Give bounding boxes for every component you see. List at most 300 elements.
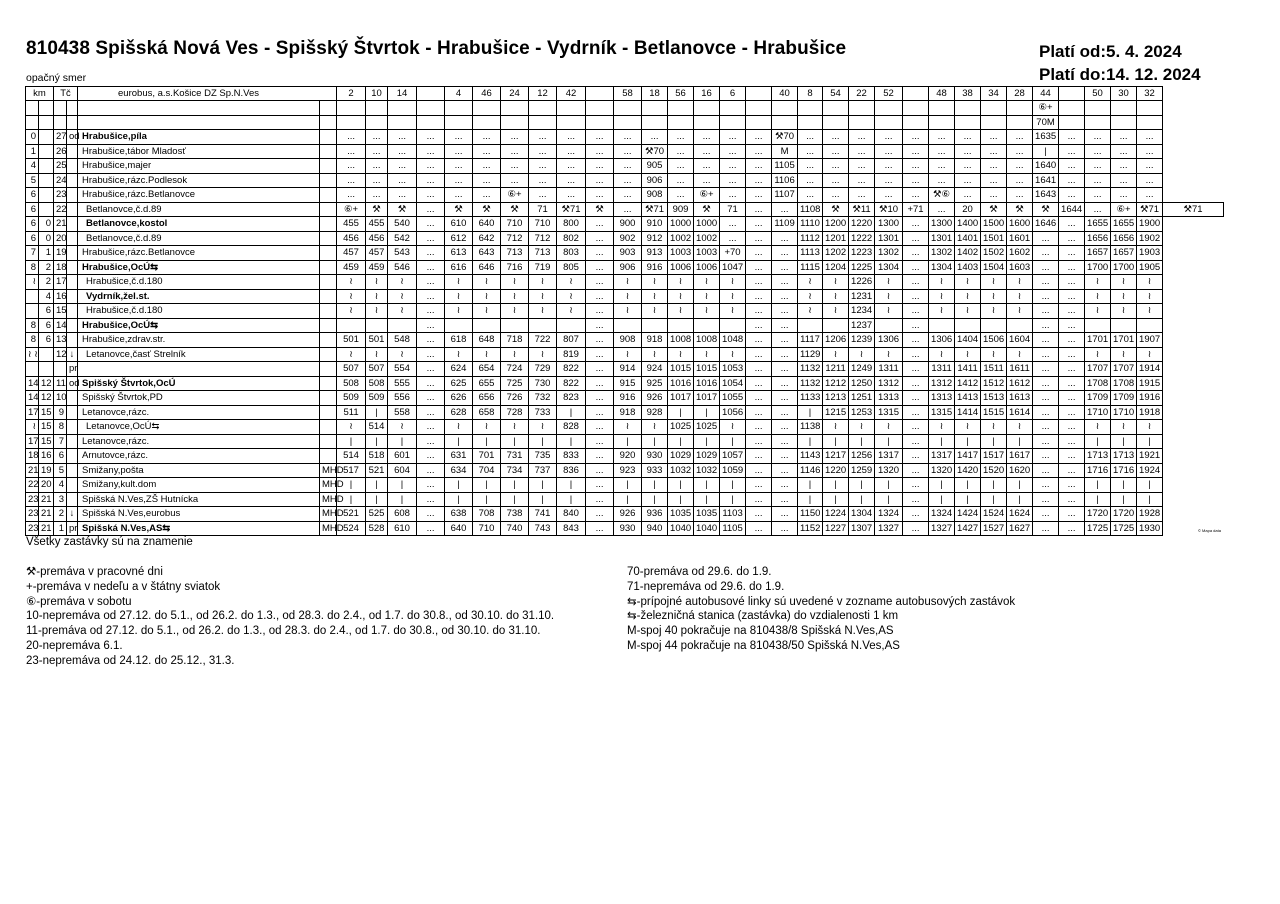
trip-number [1059, 87, 1085, 101]
time-cell: | [875, 492, 903, 507]
time-cell: ≀ [1007, 347, 1033, 362]
time-cell: ... [1059, 478, 1085, 493]
time-cell: ... [1059, 144, 1085, 159]
time-cell: 1324 [929, 507, 955, 522]
time-cell: ⚒71 [642, 202, 668, 217]
time-cell: 1504 [981, 260, 1007, 275]
stop-name: Spišský Štvrtok,OcÚ [78, 376, 320, 391]
time-cell: 741 [529, 507, 557, 522]
time-cell: 915 [614, 376, 642, 391]
mhd-cell [320, 333, 337, 348]
time-cell: 1231 [849, 289, 875, 304]
time-cell: 628 [445, 405, 473, 420]
time-cell: 1624 [1007, 507, 1033, 522]
km-cell: 21 [39, 521, 54, 536]
time-cell: 555 [388, 376, 417, 391]
time-cell: ... [694, 144, 720, 159]
time-cell: ≀ [929, 304, 955, 319]
time-cell: 1707 [1111, 362, 1137, 377]
time-cell: ... [586, 188, 614, 203]
time-cell: ... [746, 463, 772, 478]
mhd-cell: MHD [320, 507, 337, 522]
tc-cell: 1 [54, 521, 67, 536]
time-cell: ... [772, 347, 798, 362]
time-cell [823, 101, 849, 116]
notes-title: Všetky zastávky sú na znamenie [26, 536, 193, 548]
time-cell: ≀ [823, 275, 849, 290]
time-cell: ≀ [875, 347, 903, 362]
time-cell: 1646 [1033, 217, 1059, 232]
km-cell: 20 [39, 478, 54, 493]
time-cell: | [798, 434, 823, 449]
time-cell: 913 [642, 246, 668, 261]
time-cell: ... [903, 391, 929, 406]
time-cell: ≀ [1111, 347, 1137, 362]
time-cell: ≀ [1007, 289, 1033, 304]
time-cell: 1107 [772, 188, 798, 203]
time-cell: | [668, 478, 694, 493]
time-cell: | [668, 492, 694, 507]
time-cell: 1047 [720, 260, 746, 275]
tc-cell: 22 [54, 202, 67, 217]
time-cell: 803 [557, 246, 586, 261]
time-cell: | [1111, 434, 1137, 449]
time-cell: ... [417, 420, 445, 435]
time-cell: ≀ [981, 347, 1007, 362]
timetable-row [26, 405, 1224, 420]
km-cell [39, 115, 54, 130]
time-cell: 1602 [1007, 246, 1033, 261]
km-cell: 22 [26, 478, 39, 493]
time-cell [903, 101, 929, 116]
arr-dep-cell [67, 246, 78, 261]
time-cell: | [1085, 434, 1111, 449]
time-cell: 1312 [875, 376, 903, 391]
time-cell: ≀ [1085, 420, 1111, 435]
time-cell: 1400 [955, 217, 981, 232]
time-cell: 1402 [955, 246, 981, 261]
time-cell: 1527 [981, 521, 1007, 536]
time-cell: ... [903, 362, 929, 377]
time-cell: 1612 [1007, 376, 1033, 391]
stop-name: Hrabušice,tábor Mladosť [78, 144, 320, 159]
time-cell: 1227 [823, 521, 849, 536]
mhd-cell [320, 202, 337, 217]
time-cell: 903 [614, 246, 642, 261]
time-cell: ... [746, 318, 772, 333]
km-cell: 6 [39, 318, 54, 333]
time-cell: 916 [614, 391, 642, 406]
time-cell: ≀ [694, 347, 720, 362]
time-cell: | [1085, 492, 1111, 507]
km-cell: 1 [26, 144, 39, 159]
time-cell: 1215 [823, 405, 849, 420]
time-cell: 1002 [694, 231, 720, 246]
time-cell: 930 [642, 449, 668, 464]
time-cell: ... [586, 217, 614, 232]
time-cell: 1146 [798, 463, 823, 478]
time-cell: ≀ [473, 289, 501, 304]
time-cell: ≀ [501, 347, 529, 362]
time-cell: | [366, 492, 388, 507]
time-cell: | [614, 478, 642, 493]
time-cell: ≀ [929, 275, 955, 290]
time-cell [501, 101, 529, 116]
stop-name: Hrabušice,OcÚ⇆ [78, 318, 320, 333]
time-cell: 1206 [823, 333, 849, 348]
time-cell: 1202 [823, 246, 849, 261]
time-cell: ... [798, 173, 823, 188]
mhd-cell [320, 275, 337, 290]
time-cell: ... [586, 405, 614, 420]
tc-cell: 18 [54, 260, 67, 275]
time-cell: 1301 [875, 231, 903, 246]
time-cell [557, 318, 586, 333]
mhd-cell [320, 376, 337, 391]
time-cell: ... [955, 144, 981, 159]
time-cell: ≀ [875, 275, 903, 290]
km-cell: 23 [26, 507, 39, 522]
time-cell: ... [473, 188, 501, 203]
time-cell: 1132 [798, 362, 823, 377]
time-cell: | [798, 492, 823, 507]
time-cell: 933 [642, 463, 668, 478]
time-cell: 625 [445, 376, 473, 391]
time-cell: +70 [720, 246, 746, 261]
time-cell: 926 [614, 507, 642, 522]
time-cell: ... [1033, 449, 1059, 464]
timetable-row [26, 507, 1224, 522]
time-cell: 626 [445, 391, 473, 406]
time-cell: ... [1085, 130, 1111, 145]
arr-dep-cell [67, 478, 78, 493]
time-cell: ... [529, 159, 557, 174]
time-cell [1111, 101, 1137, 116]
time-cell: ... [417, 275, 445, 290]
time-cell: ... [1033, 347, 1059, 362]
note-line: ⇆-prípojné autobusové linky sú uvedené v zozname autobusových zastávok [627, 595, 1016, 608]
time-cell: 1515 [981, 405, 1007, 420]
km-cell [39, 130, 54, 145]
tc-cell: 12 [54, 347, 67, 362]
mhd-cell: MHD [320, 521, 337, 536]
time-cell: 1315 [875, 405, 903, 420]
time-cell: 20 [955, 202, 981, 217]
stop-name: Hrabušice,rázc.Betlanovce [78, 188, 320, 203]
time-cell: ... [903, 463, 929, 478]
time-cell [1111, 318, 1137, 333]
time-cell: ... [903, 478, 929, 493]
time-cell: ... [445, 130, 473, 145]
time-cell: 1320 [929, 463, 955, 478]
time-cell [929, 101, 955, 116]
time-cell: ≀ [501, 275, 529, 290]
time-cell: | [849, 434, 875, 449]
time-cell: 1713 [1085, 449, 1111, 464]
time-cell: | [955, 434, 981, 449]
time-cell [366, 115, 388, 130]
time-cell: ≀ [981, 289, 1007, 304]
time-cell: ... [642, 130, 668, 145]
km-cell: 0 [39, 231, 54, 246]
stop-name: Hrabušice,č.d.180 [78, 304, 320, 319]
time-cell [337, 318, 366, 333]
time-cell: 455 [337, 217, 366, 232]
time-cell: ≀ [366, 275, 388, 290]
time-cell: ... [1059, 376, 1085, 391]
km-cell: 2 [39, 275, 54, 290]
time-cell: ... [1007, 159, 1033, 174]
time-cell: 918 [614, 405, 642, 420]
time-cell: 710 [473, 521, 501, 536]
time-cell: 1413 [955, 391, 981, 406]
time-cell: 1003 [668, 246, 694, 261]
time-cell: | [557, 405, 586, 420]
time-cell [798, 115, 823, 130]
time-cell: ⑥+ [501, 188, 529, 203]
trip-number: 10 [366, 87, 388, 101]
stop-name: Hrabušice,rázc.Betlanovce [78, 246, 320, 261]
time-cell: 459 [366, 260, 388, 275]
notes-left [26, 565, 554, 669]
time-cell: ... [1059, 463, 1085, 478]
km-cell: 0 [26, 130, 39, 145]
time-cell: 518 [366, 449, 388, 464]
time-cell: ≀ [388, 304, 417, 319]
time-cell: ≀ [955, 420, 981, 435]
tc-cell: 17 [54, 275, 67, 290]
timetable-row [26, 333, 1224, 348]
time-cell: 1620 [1007, 463, 1033, 478]
time-cell: 511 [337, 405, 366, 420]
tc-cell: 13 [54, 333, 67, 348]
time-cell: ... [746, 405, 772, 420]
time-cell: ... [746, 188, 772, 203]
time-cell [614, 318, 642, 333]
km-cell: 7 [26, 246, 39, 261]
time-cell: ≀ [955, 289, 981, 304]
time-cell: 924 [642, 362, 668, 377]
time-cell [557, 101, 586, 116]
arr-dep-cell [67, 275, 78, 290]
time-cell: 908 [614, 333, 642, 348]
time-cell: 508 [337, 376, 366, 391]
km-cell: 12 [39, 391, 54, 406]
time-cell: ≀ [798, 304, 823, 319]
time-cell: ... [586, 246, 614, 261]
time-cell: ... [903, 159, 929, 174]
time-cell: 601 [388, 449, 417, 464]
km-cell: 15 [39, 405, 54, 420]
trip-number [417, 87, 445, 101]
time-cell [772, 115, 798, 130]
time-cell: 1220 [823, 463, 849, 478]
time-cell: ... [1059, 333, 1085, 348]
time-cell: ... [1007, 173, 1033, 188]
time-cell: ... [586, 507, 614, 522]
tc-cell: 27 [54, 130, 67, 145]
time-cell: ≀ [642, 304, 668, 319]
stop-name: Spišská N.Ves,ZŠ Hutnícka [78, 492, 320, 507]
time-cell: 1152 [798, 521, 823, 536]
time-cell: 624 [445, 362, 473, 377]
time-cell: ... [586, 304, 614, 319]
tc-cell: 7 [54, 434, 67, 449]
time-cell: ⚒⑥ [929, 188, 955, 203]
tc-cell: 10 [54, 391, 67, 406]
time-cell: 1644 [1059, 202, 1085, 217]
mhd-cell [320, 391, 337, 406]
time-cell: ... [668, 130, 694, 145]
time-cell: 558 [388, 405, 417, 420]
time-cell [473, 318, 501, 333]
time-cell: ... [445, 159, 473, 174]
time-cell: ... [772, 492, 798, 507]
time-cell: 646 [473, 260, 501, 275]
stop-name: Letanovce,časť Strelník [78, 347, 320, 362]
time-cell: ... [798, 188, 823, 203]
time-cell: ... [668, 188, 694, 203]
time-cell: 800 [557, 217, 586, 232]
time-cell: 501 [366, 333, 388, 348]
time-cell: | [445, 478, 473, 493]
km-cell: 6 [39, 304, 54, 319]
time-cell [929, 318, 955, 333]
time-cell [586, 101, 614, 116]
trip-number [586, 87, 614, 101]
trip-number: 48 [929, 87, 955, 101]
trip-number: 6 [720, 87, 746, 101]
time-cell: ... [388, 159, 417, 174]
time-cell: 740 [501, 521, 529, 536]
time-cell: ... [694, 159, 720, 174]
time-cell: 1907 [1137, 333, 1163, 348]
time-cell: | [388, 478, 417, 493]
time-cell [529, 115, 557, 130]
time-cell: ... [337, 144, 366, 159]
time-cell: 708 [473, 507, 501, 522]
time-cell: ... [1033, 275, 1059, 290]
time-cell: ≀ [529, 347, 557, 362]
time-cell: 807 [557, 333, 586, 348]
time-cell: ... [720, 188, 746, 203]
km-cell: 17 [26, 405, 39, 420]
time-cell: 1500 [981, 217, 1007, 232]
time-cell: ... [1033, 463, 1059, 478]
km-cell: 18 [26, 449, 39, 464]
time-cell: 1057 [720, 449, 746, 464]
time-cell: ... [746, 347, 772, 362]
time-cell: 1627 [1007, 521, 1033, 536]
time-cell [473, 101, 501, 116]
time-cell: ... [366, 159, 388, 174]
trip-number: 12 [529, 87, 557, 101]
time-cell [388, 318, 417, 333]
stop-name: Spišská N.Ves,AS⇆ [78, 521, 320, 536]
stop-name: Hrabušice,rázc.Podlesok [78, 173, 320, 188]
km-cell [26, 362, 39, 377]
notes-right [627, 565, 1015, 654]
time-cell [823, 318, 849, 333]
time-cell: 1016 [694, 376, 720, 391]
time-cell: 1312 [929, 376, 955, 391]
time-cell: 517 [337, 463, 366, 478]
time-cell: 1656 [1111, 231, 1137, 246]
time-cell: 1403 [955, 260, 981, 275]
time-cell: 1055 [720, 391, 746, 406]
time-cell: ... [417, 333, 445, 348]
time-cell [642, 318, 668, 333]
km-cell [39, 188, 54, 203]
time-cell: 724 [501, 362, 529, 377]
stop-name: Betlanovce,kostol [78, 217, 320, 232]
km-cell: 19 [39, 463, 54, 478]
time-cell: 71 [720, 202, 746, 217]
km-cell: 6 [26, 202, 39, 217]
time-cell: ≀ [1111, 304, 1137, 319]
time-cell: ... [746, 507, 772, 522]
time-cell: ... [798, 130, 823, 145]
time-cell: 1656 [1085, 231, 1111, 246]
time-cell: +71 [903, 202, 929, 217]
time-cell: ⚒ [473, 202, 501, 217]
arr-dep-cell [67, 463, 78, 478]
km-cell [26, 289, 39, 304]
tc-cell [54, 362, 67, 377]
time-cell: ... [903, 318, 929, 333]
time-cell: ... [981, 144, 1007, 159]
time-cell: ⚒10 [875, 202, 903, 217]
time-cell: ... [746, 391, 772, 406]
time-cell: 1501 [981, 231, 1007, 246]
time-cell [903, 115, 929, 130]
time-cell: ... [849, 144, 875, 159]
time-cell [955, 101, 981, 116]
time-cell [614, 101, 642, 116]
time-cell: 654 [473, 362, 501, 377]
time-cell: | [981, 492, 1007, 507]
time-cell: 1300 [929, 217, 955, 232]
km-cell [39, 362, 54, 377]
time-cell: | [798, 405, 823, 420]
time-cell: 1040 [694, 521, 720, 536]
time-cell: ⚒ [586, 202, 614, 217]
time-cell: ≀ [529, 289, 557, 304]
time-cell: 1222 [849, 231, 875, 246]
time-cell: | [929, 434, 955, 449]
time-cell: 1603 [1007, 260, 1033, 275]
time-cell [529, 101, 557, 116]
time-cell: ... [772, 376, 798, 391]
timetable-row [26, 231, 1224, 246]
time-cell: 1604 [1007, 333, 1033, 348]
time-cell: ≀ [694, 289, 720, 304]
mhd-cell [320, 362, 337, 377]
time-cell: ... [668, 173, 694, 188]
time-cell: | [501, 492, 529, 507]
time-cell [337, 115, 366, 130]
time-cell: 1105 [772, 159, 798, 174]
time-cell: ≀ [529, 420, 557, 435]
time-cell: 1315 [929, 405, 955, 420]
arr-dep-cell [67, 289, 78, 304]
time-cell: ≀ [955, 347, 981, 362]
time-cell: ≀ [694, 304, 720, 319]
time-cell: ... [1059, 347, 1085, 362]
time-cell: 1223 [849, 246, 875, 261]
time-cell [501, 318, 529, 333]
time-cell: ≀ [614, 275, 642, 290]
